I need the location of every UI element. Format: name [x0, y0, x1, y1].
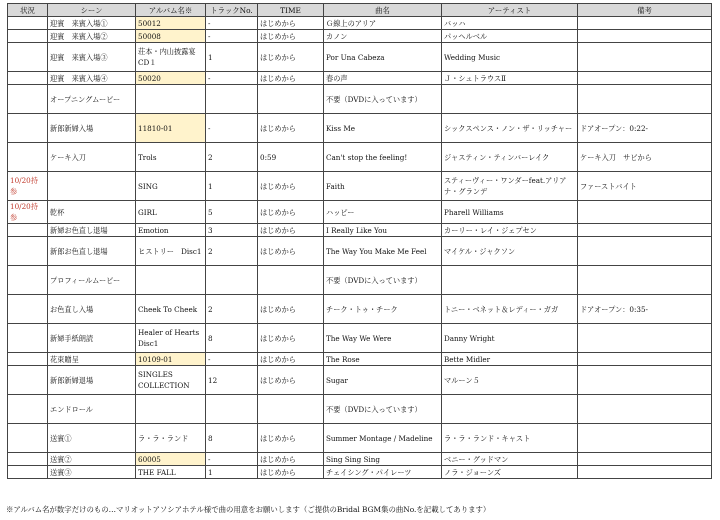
cell-artist[interactable]: スティーヴィー・ワンダーfeat.アリアナ・グランデ — [442, 172, 578, 201]
table-row — [8, 72, 712, 85]
cell-track[interactable]: 2 — [206, 237, 258, 266]
cell-artist[interactable]: Ｊ・シュトラウスⅡ — [442, 72, 578, 85]
cell-time[interactable]: はじめから — [258, 466, 324, 479]
cell-track[interactable]: - — [206, 30, 258, 43]
cell-status[interactable] — [8, 424, 48, 453]
cell-notes[interactable] — [578, 453, 712, 466]
cell-notes[interactable]: ファーストバイト — [578, 172, 712, 201]
cell-song[interactable]: The Way You Make Me Feel — [324, 237, 442, 266]
cell-song[interactable]: The Rose — [324, 353, 442, 366]
cell-album[interactable]: SINGLES COLLECTION — [136, 366, 206, 395]
cell-track[interactable]: - — [206, 17, 258, 30]
cell-artist[interactable]: マルーン５ — [442, 366, 578, 395]
cell-song[interactable]: カノン — [324, 30, 442, 43]
cell-time[interactable]: はじめから — [258, 324, 324, 353]
cell-track[interactable]: - — [206, 353, 258, 366]
header-scene: シーン — [48, 4, 136, 17]
cell-status[interactable] — [8, 395, 48, 424]
cell-artist[interactable]: Wedding Music — [442, 43, 578, 72]
cell-track[interactable]: - — [206, 114, 258, 143]
cell-time[interactable] — [258, 266, 324, 295]
cell-album[interactable]: GIRL — [136, 201, 206, 224]
cell-album[interactable]: Trols — [136, 143, 206, 172]
cell-notes[interactable] — [578, 366, 712, 395]
cell-status[interactable] — [8, 17, 48, 30]
cell-scene[interactable]: オープニングムービー — [48, 85, 136, 114]
cell-scene[interactable]: 送賓③ — [48, 466, 136, 479]
music-sheet — [7, 3, 712, 479]
cell-scene[interactable]: 新婦お色直し退場 — [48, 224, 136, 237]
cell-track[interactable]: 12 — [206, 366, 258, 395]
cell-album[interactable] — [136, 395, 206, 424]
cell-notes[interactable] — [578, 224, 712, 237]
cell-scene[interactable]: 迎賓 来賓入場① — [48, 17, 136, 30]
cell-time[interactable]: はじめから — [258, 172, 324, 201]
cell-song[interactable]: Summer Montage / Madeline — [324, 424, 442, 453]
cell-notes[interactable] — [578, 395, 712, 424]
cell-time[interactable]: はじめから — [258, 295, 324, 324]
table-row — [8, 324, 712, 353]
cell-album[interactable]: 50020 — [136, 72, 206, 85]
cell-track[interactable]: 1 — [206, 43, 258, 72]
cell-notes[interactable]: ケーキ入刀 サビから — [578, 143, 712, 172]
cell-scene[interactable]: プロフィールムービー — [48, 266, 136, 295]
footnote: ※アルバム名が数字だけのもの…マリオットアソシアホテル様で曲の用意をお願いします（ご提供のBridal BGM集の曲No.を記載してあります） — [6, 505, 491, 514]
table-row — [8, 424, 712, 453]
table-row — [8, 453, 712, 466]
table-row — [8, 266, 712, 295]
cell-album[interactable]: ラ・ラ・ランド — [136, 424, 206, 453]
cell-artist[interactable] — [442, 395, 578, 424]
cell-scene[interactable]: 送賓① — [48, 424, 136, 453]
cell-album[interactable]: Healer of Hearts Disc1 — [136, 324, 206, 353]
cell-artist[interactable]: シックスペンス・ノン・ザ・リッチャー — [442, 114, 578, 143]
table-row — [8, 224, 712, 237]
cell-time[interactable]: はじめから — [258, 72, 324, 85]
table-row — [8, 353, 712, 366]
cell-song[interactable]: チェイシング・パイレーツ — [324, 466, 442, 479]
cell-song[interactable]: Sing Sing Sing — [324, 453, 442, 466]
cell-artist[interactable]: ジャスティン・ティンバーレイク — [442, 143, 578, 172]
cell-track[interactable]: 8 — [206, 424, 258, 453]
cell-status[interactable] — [8, 266, 48, 295]
cell-album[interactable]: Emotion — [136, 224, 206, 237]
cell-status[interactable] — [8, 324, 48, 353]
cell-track[interactable]: 2 — [206, 143, 258, 172]
cell-status[interactable] — [8, 114, 48, 143]
cell-song[interactable]: 春の声 — [324, 72, 442, 85]
cell-track[interactable] — [206, 85, 258, 114]
table-row — [8, 395, 712, 424]
cell-time[interactable]: はじめから — [258, 453, 324, 466]
cell-notes[interactable] — [578, 324, 712, 353]
cell-time[interactable]: はじめから — [258, 114, 324, 143]
cell-time[interactable]: はじめから — [258, 30, 324, 43]
cell-scene[interactable] — [48, 172, 136, 201]
cell-status[interactable] — [8, 224, 48, 237]
cell-status[interactable] — [8, 72, 48, 85]
cell-track[interactable]: - — [206, 72, 258, 85]
cell-scene[interactable]: 花束贈呈 — [48, 353, 136, 366]
cell-scene[interactable]: 乾杯 — [48, 201, 136, 224]
header-status: 状況 — [8, 4, 48, 17]
table-row — [8, 201, 712, 224]
cell-scene[interactable]: 迎賓 来賓入場③ — [48, 43, 136, 72]
cell-artist[interactable]: Danny Wright — [442, 324, 578, 353]
cell-time[interactable] — [258, 85, 324, 114]
cell-status[interactable] — [8, 453, 48, 466]
cell-scene[interactable]: 新郎新婦入場 — [48, 114, 136, 143]
table-row — [8, 17, 712, 30]
music-table — [7, 3, 712, 479]
cell-album[interactable]: THE FALL — [136, 466, 206, 479]
cell-notes[interactable] — [578, 43, 712, 72]
header-song: 曲名 — [324, 4, 442, 17]
cell-artist[interactable] — [442, 266, 578, 295]
cell-status[interactable]: 10/20持参 — [8, 172, 48, 201]
cell-song[interactable]: Sugar — [324, 366, 442, 395]
cell-album[interactable]: SING — [136, 172, 206, 201]
cell-notes[interactable] — [578, 72, 712, 85]
cell-song[interactable]: 不要（DVDに入っています） — [324, 395, 442, 424]
cell-artist[interactable]: Bette Midler — [442, 353, 578, 366]
cell-time[interactable]: はじめから — [258, 224, 324, 237]
cell-notes[interactable] — [578, 237, 712, 266]
cell-track[interactable] — [206, 266, 258, 295]
table-row — [8, 114, 712, 143]
cell-status[interactable] — [8, 353, 48, 366]
cell-artist[interactable] — [442, 85, 578, 114]
header-artist: アーティスト — [442, 4, 578, 17]
cell-time[interactable]: はじめから — [258, 201, 324, 224]
cell-status[interactable] — [8, 143, 48, 172]
cell-album[interactable]: Cheek To Cheek — [136, 295, 206, 324]
cell-artist[interactable]: カーリー・レイ・ジェプセン — [442, 224, 578, 237]
table-row — [8, 30, 712, 43]
cell-track[interactable]: 1 — [206, 172, 258, 201]
cell-notes[interactable] — [578, 424, 712, 453]
table-row — [8, 172, 712, 201]
cell-notes[interactable] — [578, 201, 712, 224]
table-row — [8, 295, 712, 324]
header-notes: 備考 — [578, 4, 712, 17]
header-time: TIME — [258, 4, 324, 17]
cell-track[interactable]: 5 — [206, 201, 258, 224]
table-row — [8, 85, 712, 114]
cell-artist[interactable]: トニー・ベネット＆レディー・ガガ — [442, 295, 578, 324]
cell-notes[interactable] — [578, 266, 712, 295]
cell-album[interactable] — [136, 85, 206, 114]
header-track: トラックNo. — [206, 4, 258, 17]
cell-scene[interactable]: 新婦手紙朗読 — [48, 324, 136, 353]
cell-track[interactable]: 3 — [206, 224, 258, 237]
cell-song[interactable]: ハッピー — [324, 201, 442, 224]
cell-artist[interactable]: パッヘルベル — [442, 30, 578, 43]
cell-scene[interactable]: 新郎お色直し退場 — [48, 237, 136, 266]
cell-time[interactable]: はじめから — [258, 237, 324, 266]
cell-album[interactable]: 10109-01 — [136, 353, 206, 366]
cell-notes[interactable] — [578, 17, 712, 30]
cell-scene[interactable]: 迎賓 来賓入場② — [48, 30, 136, 43]
cell-notes[interactable] — [578, 85, 712, 114]
cell-artist[interactable]: バッハ — [442, 17, 578, 30]
cell-song[interactable]: Faith — [324, 172, 442, 201]
table-row — [8, 43, 712, 72]
cell-time[interactable]: はじめから — [258, 43, 324, 72]
cell-song[interactable]: Kiss Me — [324, 114, 442, 143]
cell-scene[interactable]: エンドロール — [48, 395, 136, 424]
table-row — [8, 466, 712, 479]
cell-notes[interactable] — [578, 353, 712, 366]
cell-track[interactable] — [206, 395, 258, 424]
cell-album[interactable]: 60005 — [136, 453, 206, 466]
cell-scene[interactable]: 送賓② — [48, 453, 136, 466]
cell-artist[interactable]: ラ・ラ・ランド・キャスト — [442, 424, 578, 453]
cell-notes[interactable]: ドアオープン：0:35- — [578, 295, 712, 324]
cell-track[interactable]: 1 — [206, 466, 258, 479]
header-row — [8, 4, 712, 17]
cell-status[interactable] — [8, 295, 48, 324]
cell-scene[interactable]: ケーキ入刀 — [48, 143, 136, 172]
cell-song[interactable]: Ｇ線上のアリア — [324, 17, 442, 30]
cell-song[interactable]: Por Una Cabeza — [324, 43, 442, 72]
cell-status[interactable] — [8, 466, 48, 479]
table-row — [8, 143, 712, 172]
table-row — [8, 366, 712, 395]
cell-track[interactable]: - — [206, 453, 258, 466]
cell-song[interactable]: I Really Like You — [324, 224, 442, 237]
cell-notes[interactable]: ドアオープン：0:22- — [578, 114, 712, 143]
cell-status[interactable] — [8, 30, 48, 43]
cell-scene[interactable]: 新郎新婦退場 — [48, 366, 136, 395]
cell-song[interactable]: チーク・トゥ・チーク — [324, 295, 442, 324]
cell-artist[interactable]: マイケル・ジャクソン — [442, 237, 578, 266]
cell-scene[interactable]: お色直し入場 — [48, 295, 136, 324]
header-album: アルバム名※ — [136, 4, 206, 17]
cell-scene[interactable]: 迎賓 来賓入場④ — [48, 72, 136, 85]
table-body — [8, 17, 712, 479]
cell-status[interactable] — [8, 43, 48, 72]
cell-song[interactable]: 不要（DVDに入っています） — [324, 266, 442, 295]
cell-album[interactable]: 50012 — [136, 17, 206, 30]
cell-album[interactable] — [136, 266, 206, 295]
cell-status[interactable] — [8, 366, 48, 395]
cell-song[interactable]: Can't stop the feeling! — [324, 143, 442, 172]
cell-track[interactable]: 8 — [206, 324, 258, 353]
cell-status[interactable] — [8, 85, 48, 114]
cell-time[interactable]: はじめから — [258, 424, 324, 453]
table-row — [8, 237, 712, 266]
cell-notes[interactable] — [578, 466, 712, 479]
cell-artist[interactable]: ノラ・ジョーンズ — [442, 466, 578, 479]
cell-album[interactable]: 50008 — [136, 30, 206, 43]
cell-track[interactable]: 2 — [206, 295, 258, 324]
cell-artist[interactable]: ベニー・グッドマン — [442, 453, 578, 466]
cell-time[interactable]: はじめから — [258, 353, 324, 366]
cell-time[interactable]: はじめから — [258, 366, 324, 395]
cell-status[interactable]: 10/20持参 — [8, 201, 48, 224]
cell-song[interactable]: 不要（DVDに入っています） — [324, 85, 442, 114]
cell-album[interactable]: 11810-01 — [136, 114, 206, 143]
cell-album[interactable]: 荘本・内山披露宴CD１ — [136, 43, 206, 72]
cell-album[interactable]: ヒストリー Disc1 — [136, 237, 206, 266]
cell-artist[interactable]: Pharell Williams — [442, 201, 578, 224]
cell-time[interactable]: 0:59 — [258, 143, 324, 172]
cell-notes[interactable] — [578, 30, 712, 43]
cell-time[interactable] — [258, 395, 324, 424]
cell-status[interactable] — [8, 237, 48, 266]
cell-song[interactable]: The Way We Were — [324, 324, 442, 353]
cell-time[interactable]: はじめから — [258, 17, 324, 30]
